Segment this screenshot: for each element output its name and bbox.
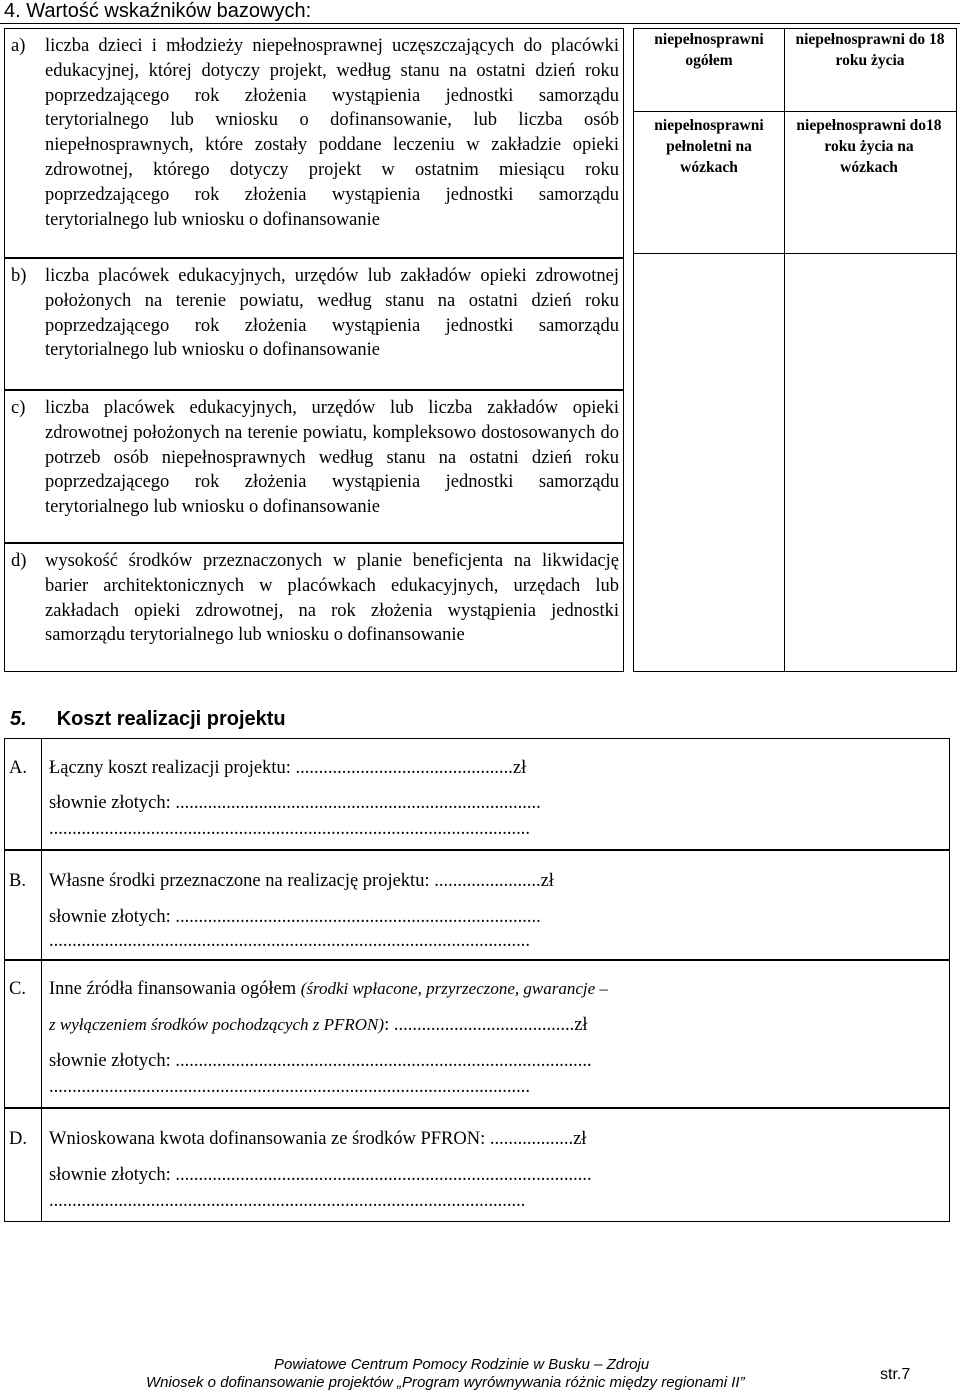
requested-amount-words-field[interactable]: słownie złotych: .......................................................................................... (49, 1165, 592, 1185)
section-4-header (0, 0, 960, 24)
indicator-b-text: liczba placówek edukacyjnych, urzędów lub zakładów opieki zdrowotnej położonych na terenie powiatu, według stanu na ostatni dzień roku poprzedzającego rok złożenia wystąpienia jednostki samorządu terytorialnego lub wniosku o dofinansowanie (45, 266, 619, 361)
indicator-letter: a) (11, 36, 26, 56)
grid-label-adults-wheelchair: niepełnosprawni pełnoletni na wózkach (654, 117, 764, 176)
indicator-b-cell (4, 258, 624, 390)
indicator-c-cell (4, 390, 624, 543)
own-funds-words-field[interactable]: słownie złotych: ............................................................................... (49, 907, 541, 927)
total-cost-words-field[interactable]: słownie złotych: ............................................................................... (49, 793, 541, 813)
indicator-letter: b) (11, 266, 27, 286)
section-4-title: 4. Wartość wskaźników bazowych: (4, 0, 312, 22)
other-sources-words-field[interactable]: słownie złotych: .......................................................................................... (49, 1051, 592, 1071)
cost-row-letter-col (5, 739, 42, 849)
cost-row-d (4, 1108, 950, 1222)
indicator-letter: c) (11, 398, 26, 418)
other-sources-label (49, 979, 608, 1000)
grid-label-all-disabled: niepełnosprawni ogółem (654, 31, 764, 69)
grid-divider-vertical (784, 29, 785, 671)
footer-document-title: Wniosek o dofinansowanie projektów „Program wyrównywania różnic między regionami II” (146, 1374, 745, 1391)
section-5-title (10, 708, 286, 731)
cost-row-letter: C. (9, 979, 26, 999)
section-5-number: 5. (10, 708, 27, 730)
indicator-a-text: liczba dzieci i młodzieży niepełnosprawnej uczęszczających do placówki edukacyjnej, której dotyczy projekt, według stanu na ostatni dzień roku poprzedzającego rok złożenia wystąpienia jednostki samorządu terytorialnego lub wniosku o dofinansowanie, lub liczba osób niepełnosprawnych, które zostały poddane leczeniu w zakładzie opieki zdrowotnej, którego dotyczy projekt w ostatnim miesiącu roku poprzedzającego rok złożenia wystąpienia jednostki samorządu terytorialnego lub wniosku o dofinansowanie (45, 36, 619, 230)
cost-row-letter-col (5, 851, 42, 959)
cost-row-c (4, 960, 950, 1108)
requested-amount-field[interactable]: Wnioskowana kwota dofinansowania ze środków PFRON: ..................zł (49, 1129, 587, 1149)
other-sources-field[interactable] (49, 1015, 588, 1036)
other-sources-amount[interactable]: : .......................................zł (384, 1015, 588, 1035)
total-cost-words-continued[interactable]: ........................................................................................................ (49, 819, 530, 839)
cost-row-letter-col (5, 1109, 42, 1221)
cost-row-letter: A. (9, 758, 27, 778)
own-funds-field[interactable]: Własne środki przeznaczone na realizację projektu: .......................zł (49, 871, 554, 891)
section-5-title-text: Koszt realizacji projektu (56, 708, 286, 730)
cost-row-b (4, 850, 950, 960)
footer-organization: Powiatowe Centrum Pomocy Rodzinie w Busku – Zdroju (274, 1356, 650, 1373)
indicator-d-text: wysokość środków przeznaczonych w planie beneficjenta na likwidację barier architektonicznych w placówkach edukacyjnych, urzędach lub zakładach opieki zdrowotnej, na rok złożenia wystąpienia jednostki samorządu terytorialnego lub wniosku o dofinansowanie (45, 551, 619, 646)
own-funds-words-continued[interactable]: ........................................................................................................ (49, 931, 530, 951)
other-sources-note: (środki wpłacone, przyrzeczone, gwarancje – (300, 979, 608, 998)
other-sources-main-text: Inne źródła finansowania ogółem (49, 979, 301, 999)
other-sources-words-continued[interactable]: ........................................................................................................ (49, 1077, 530, 1097)
cost-row-letter: B. (9, 871, 26, 891)
page-number: str.7 (880, 1366, 911, 1383)
grid-divider-horizontal (634, 253, 956, 254)
cost-row-letter: D. (9, 1129, 27, 1149)
grid-label-under-18: niepełnosprawni do 18 roku życia (795, 31, 945, 69)
other-sources-note-continued: z wyłączeniem środków pochodzących z PFRON) (49, 1015, 385, 1034)
indicator-a-cell (4, 28, 624, 258)
indicator-values-grid (633, 28, 957, 672)
indicator-letter: d) (11, 551, 27, 571)
cost-row-a (4, 738, 950, 850)
requested-amount-words-continued[interactable]: ....................................................................................................... (49, 1191, 526, 1211)
indicator-d-cell (4, 543, 624, 672)
indicator-c-text: liczba placówek edukacyjnych, urzędów lub liczba zakładów opieki zdrowotnej położonych na terenie powiatu, kompleksowo dostosowanych do potrzeb osób niepełnosprawnych według stanu na ostatni dzień roku poprzedzającego rok złożenia wystąpienia jednostki samorządu terytorialnego lub wniosku o dofinansowanie (45, 398, 619, 518)
grid-divider-horizontal (634, 111, 956, 112)
cost-row-letter-col (5, 961, 42, 1107)
total-cost-field[interactable]: Łączny koszt realizacji projektu: ...............................................zł (49, 758, 527, 778)
grid-label-under-18-wheelchair: niepełnosprawni do18 roku życia na wózkach (796, 117, 942, 176)
